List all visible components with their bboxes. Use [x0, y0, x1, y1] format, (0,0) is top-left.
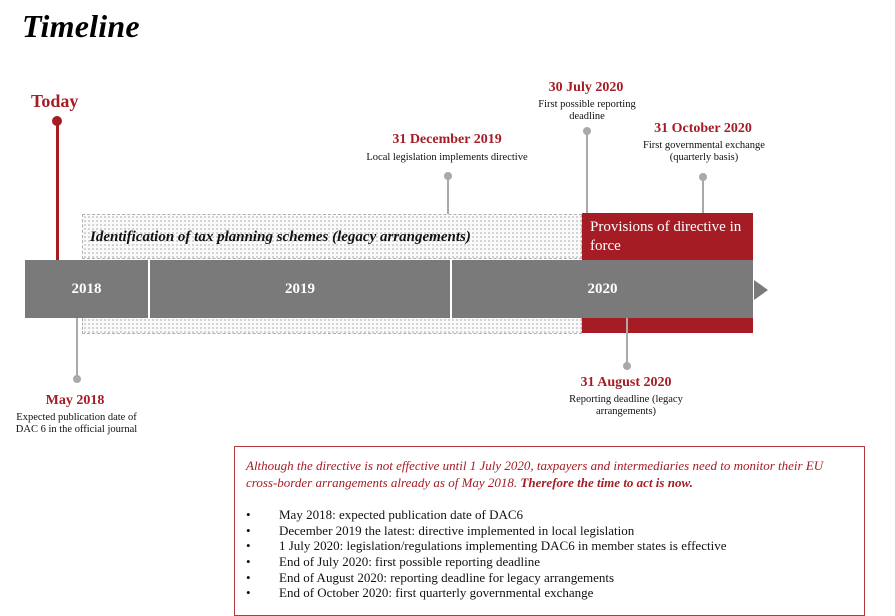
bullet-icon: •: [246, 585, 251, 601]
event-dec2019-date: 31 December 2019: [392, 132, 502, 147]
event-aug2020-desc: Reporting deadline (legacy arrangements): [569, 394, 683, 417]
dec2019-pin-dot: [444, 172, 452, 180]
list-item: [246, 507, 726, 523]
aug2020-pin-dot: [623, 362, 631, 370]
today-marker-line: [56, 122, 59, 262]
oct2020-pin-line: [702, 177, 704, 213]
dec2019-pin-line: [447, 176, 449, 214]
event-oct2020-date: 31 October 2020: [654, 121, 752, 136]
may2018-pin-dot: [73, 375, 81, 383]
today-label: Today: [31, 91, 79, 111]
event-may2018-date: May 2018: [45, 393, 105, 408]
event-may2018-desc: Expected publication date of DAC 6 in the official journal: [15, 412, 138, 435]
list-item-text: 1 July 2020: legislation/regulations implementing DAC6 in member states is effective: [279, 538, 727, 554]
summary-list: [246, 507, 726, 601]
jul2020-pin-line: [586, 131, 588, 213]
list-item: [246, 538, 726, 554]
aug2020-pin-line: [626, 318, 628, 366]
summary-intro: [246, 457, 856, 491]
legacy-arrangements-label: Identification of tax planning schemes (legacy arrangements): [90, 229, 471, 245]
summary-intro-text: Although the directive is not effective until 1 July 2020, taxpayers and intermediaries need to monitor their EU cross-border arrangements already as of May 2018.: [246, 458, 824, 490]
event-jul2020-desc: First possible reporting deadline: [538, 99, 636, 122]
event-aug2020-date: 31 August 2020: [580, 375, 672, 390]
jul2020-pin-dot: [583, 127, 591, 135]
list-item-text: End of July 2020: first possible reporting deadline: [279, 554, 541, 570]
bullet-icon: •: [246, 554, 251, 570]
list-item: [246, 585, 726, 601]
bullet-icon: •: [246, 507, 251, 522]
event-dec2019-desc: Local legislation implements directive: [366, 152, 528, 163]
list-item: [246, 554, 726, 570]
bullet-icon: •: [246, 522, 251, 538]
page-title: Timeline: [22, 8, 140, 44]
bullet-icon: •: [246, 538, 251, 554]
may2018-pin-line: [76, 318, 78, 378]
list-item-text: End of October 2020: first quarterly governmental exchange: [279, 585, 594, 601]
year-2019-label: 2019: [285, 281, 315, 297]
list-item: [246, 570, 726, 586]
event-jul2020-date: 30 July 2020: [548, 80, 624, 95]
provisions-in-force-lower-band: [582, 318, 753, 333]
bullet-icon: •: [246, 569, 251, 585]
list-item-text: May 2018: expected publication date of DAC6: [279, 507, 524, 522]
list-item-text: December 2019 the latest: directive implemented in local legislation: [279, 522, 635, 538]
year-2018-label: 2018: [71, 281, 102, 297]
summary-intro-emphasis: Therefore the time to act is now.: [520, 475, 693, 490]
legacy-arrangements-band-lower: [82, 318, 582, 334]
timeline-arrow-icon: [754, 280, 768, 300]
list-item: [246, 523, 726, 539]
provisions-in-force-label: Provisions of directive in force: [590, 219, 742, 254]
year-2020-label: 2020: [587, 281, 618, 297]
event-oct2020-desc: First governmental exchange (quarterly basis): [643, 140, 765, 163]
today-marker-dot: [52, 116, 62, 126]
list-item-text: End of August 2020: reporting deadline for legacy arrangements: [279, 569, 615, 585]
oct2020-pin-dot: [699, 173, 707, 181]
